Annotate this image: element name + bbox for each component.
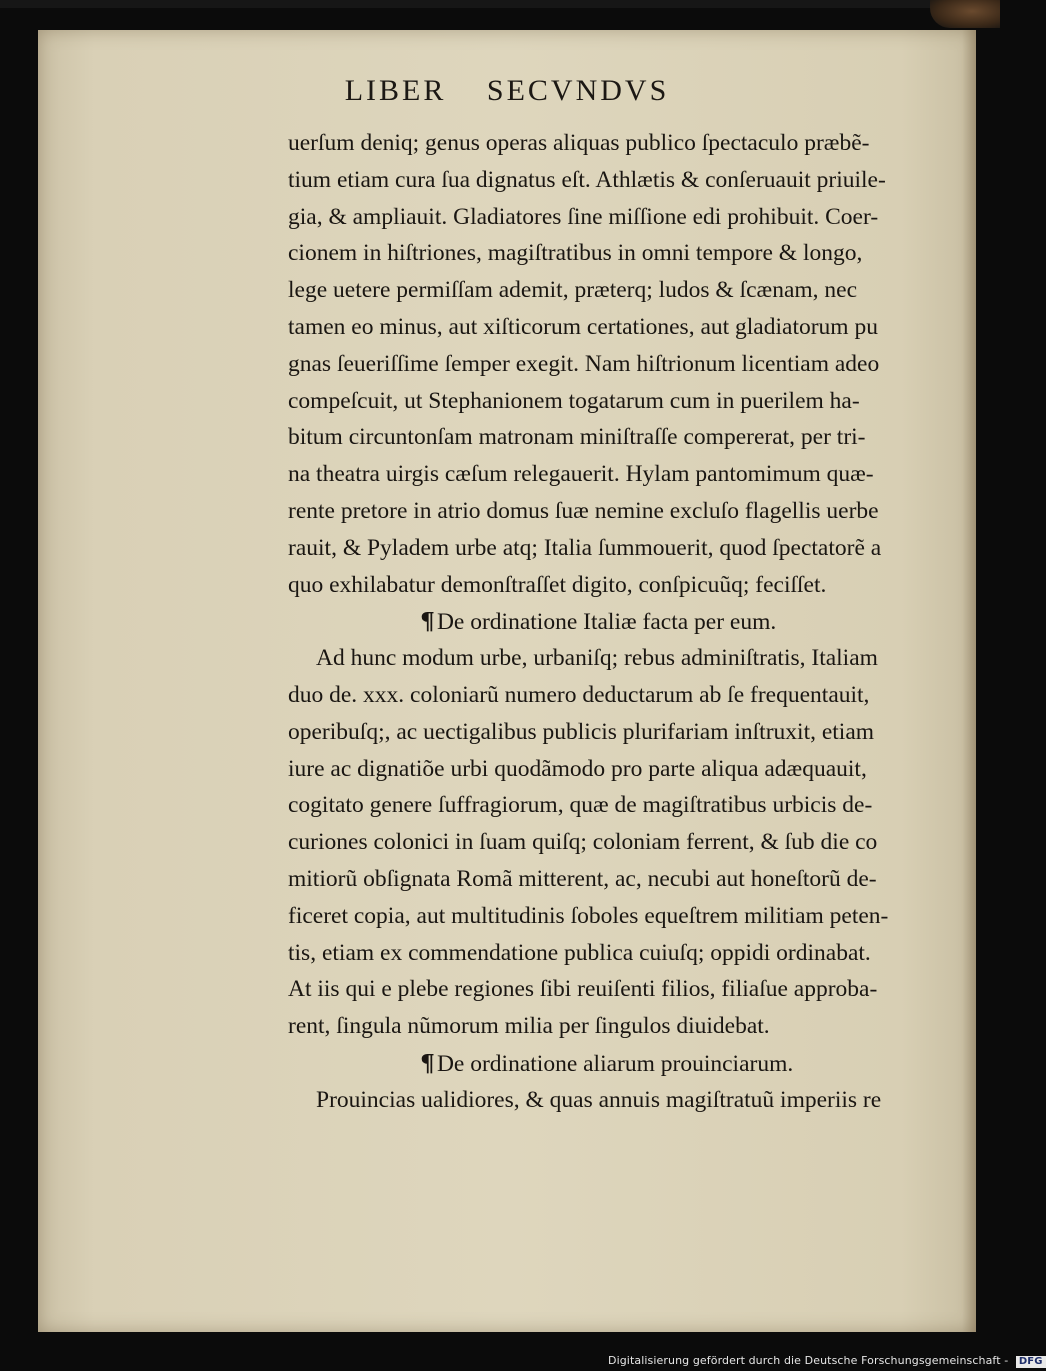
text-line: operibuſq;, ac uectigalibus publicis plurifariam inſtruxit, etiam — [288, 718, 875, 745]
text-line: na theatra uirgis cæſum relegauerit. Hylam pantomimum quæ- — [288, 461, 874, 488]
text-line: rauit, & Pyladem urbe atq; Italia ſummouerit, quod ſpectatorẽ a — [288, 534, 882, 561]
section-heading-text: De ordinatione Italiæ facta per eum. — [436, 609, 777, 636]
text-line: iure ac dignatiõe urbi quodãmodo pro parte aliqua adæquauit, — [288, 755, 867, 782]
page-gutter-shadow — [962, 30, 976, 1332]
footer-text: Digitalisierung gefördert durch die Deutsche Forschungsgemeinschaft - — [608, 1354, 1009, 1367]
pilcrow-mark: ¶ — [420, 1048, 435, 1077]
text-line: rente pretore in atrio domus ſuæ nemine excluſo flagellis uerbe — [288, 497, 879, 524]
text-line: Ad hunc modum urbe, urbaniſq; rebus adminiſtratis, Italiam — [316, 645, 878, 672]
section-heading — [288, 603, 938, 640]
text-line: tis, etiam ex commendatione publica cuiuſq; oppidi ordinabat. — [288, 939, 871, 966]
scan-top-edge — [0, 0, 1000, 8]
dfg-logo: DFG — [1016, 1356, 1046, 1368]
funding-footer — [608, 1354, 1046, 1368]
text-line: quo exhilabatur demonſtraſſet digito, conſpicuũq; feciſſet. — [288, 571, 827, 598]
text-line: Prouincias ualidiores, & quas annuis magiſtratuũ imperiis re — [316, 1086, 882, 1113]
text-block — [288, 125, 938, 1119]
running-head: LIBER SECVNDVS — [344, 74, 670, 107]
pilcrow-mark: ¶ — [420, 607, 435, 636]
text-line: mitiorũ obſignata Romã mitterent, ac, necubi aut honeſtorũ de- — [288, 865, 877, 892]
text-line: curiones colonici in ſuam quiſq; coloniam ferrent, & ſub die co — [288, 829, 878, 856]
text-line: uerſum deniq; genus operas aliquas publico ſpectaculo præbẽ- — [288, 130, 870, 156]
text-line: lege uetere permiſſam ademit, præterq; ludos & ſcænam, nec — [288, 277, 858, 304]
text-line: ficeret copia, aut multitudinis ſoboles equeſtrem militiam peten- — [288, 902, 889, 929]
text-line: duo de. xxx. coloniarũ numero deductarum ab ſe frequentauit, — [288, 681, 870, 708]
text-line: tamen eo minus, aut xiſticorum certationes, aut gladiatorum pu — [288, 313, 878, 340]
text-line: bitum circuntonſam matronam miniſtraſſe compererat, per tri- — [288, 424, 866, 451]
text-line: cionem in hiſtriones, magiſtratibus in omni tempore & longo, — [288, 240, 863, 267]
text-line: compeſcuit, ut Stephanionem togatarum cum in puerilem ha- — [288, 387, 860, 414]
text-line: gia, & ampliauit. Gladiatores ſine miſſione edi prohibuit. Coer- — [288, 203, 879, 230]
text-line: rent, ſingula nũmorum milia per ſingulos diuidebat. — [288, 1013, 770, 1040]
text-line: tium etiam cura ſua dignatus eſt. Athlætis & conſeruauit priuile- — [288, 166, 886, 193]
text-line: cogitato genere ſuffragiorum, quæ de magiſtratibus urbicis de- — [288, 792, 873, 819]
section-heading-text: De ordinatione aliarum prouinciarum. — [436, 1050, 794, 1077]
text-line: At iis qui e plebe regiones ſibi reuiſenti filios, filiaſue approba- — [288, 976, 878, 1003]
section-heading — [288, 1045, 938, 1082]
book-page — [38, 30, 976, 1332]
text-line: gnas ſeueriſſime ſemper exegit. Nam hiſtrionum licentiam adeo — [288, 350, 880, 377]
binding-fragment — [930, 0, 1000, 28]
